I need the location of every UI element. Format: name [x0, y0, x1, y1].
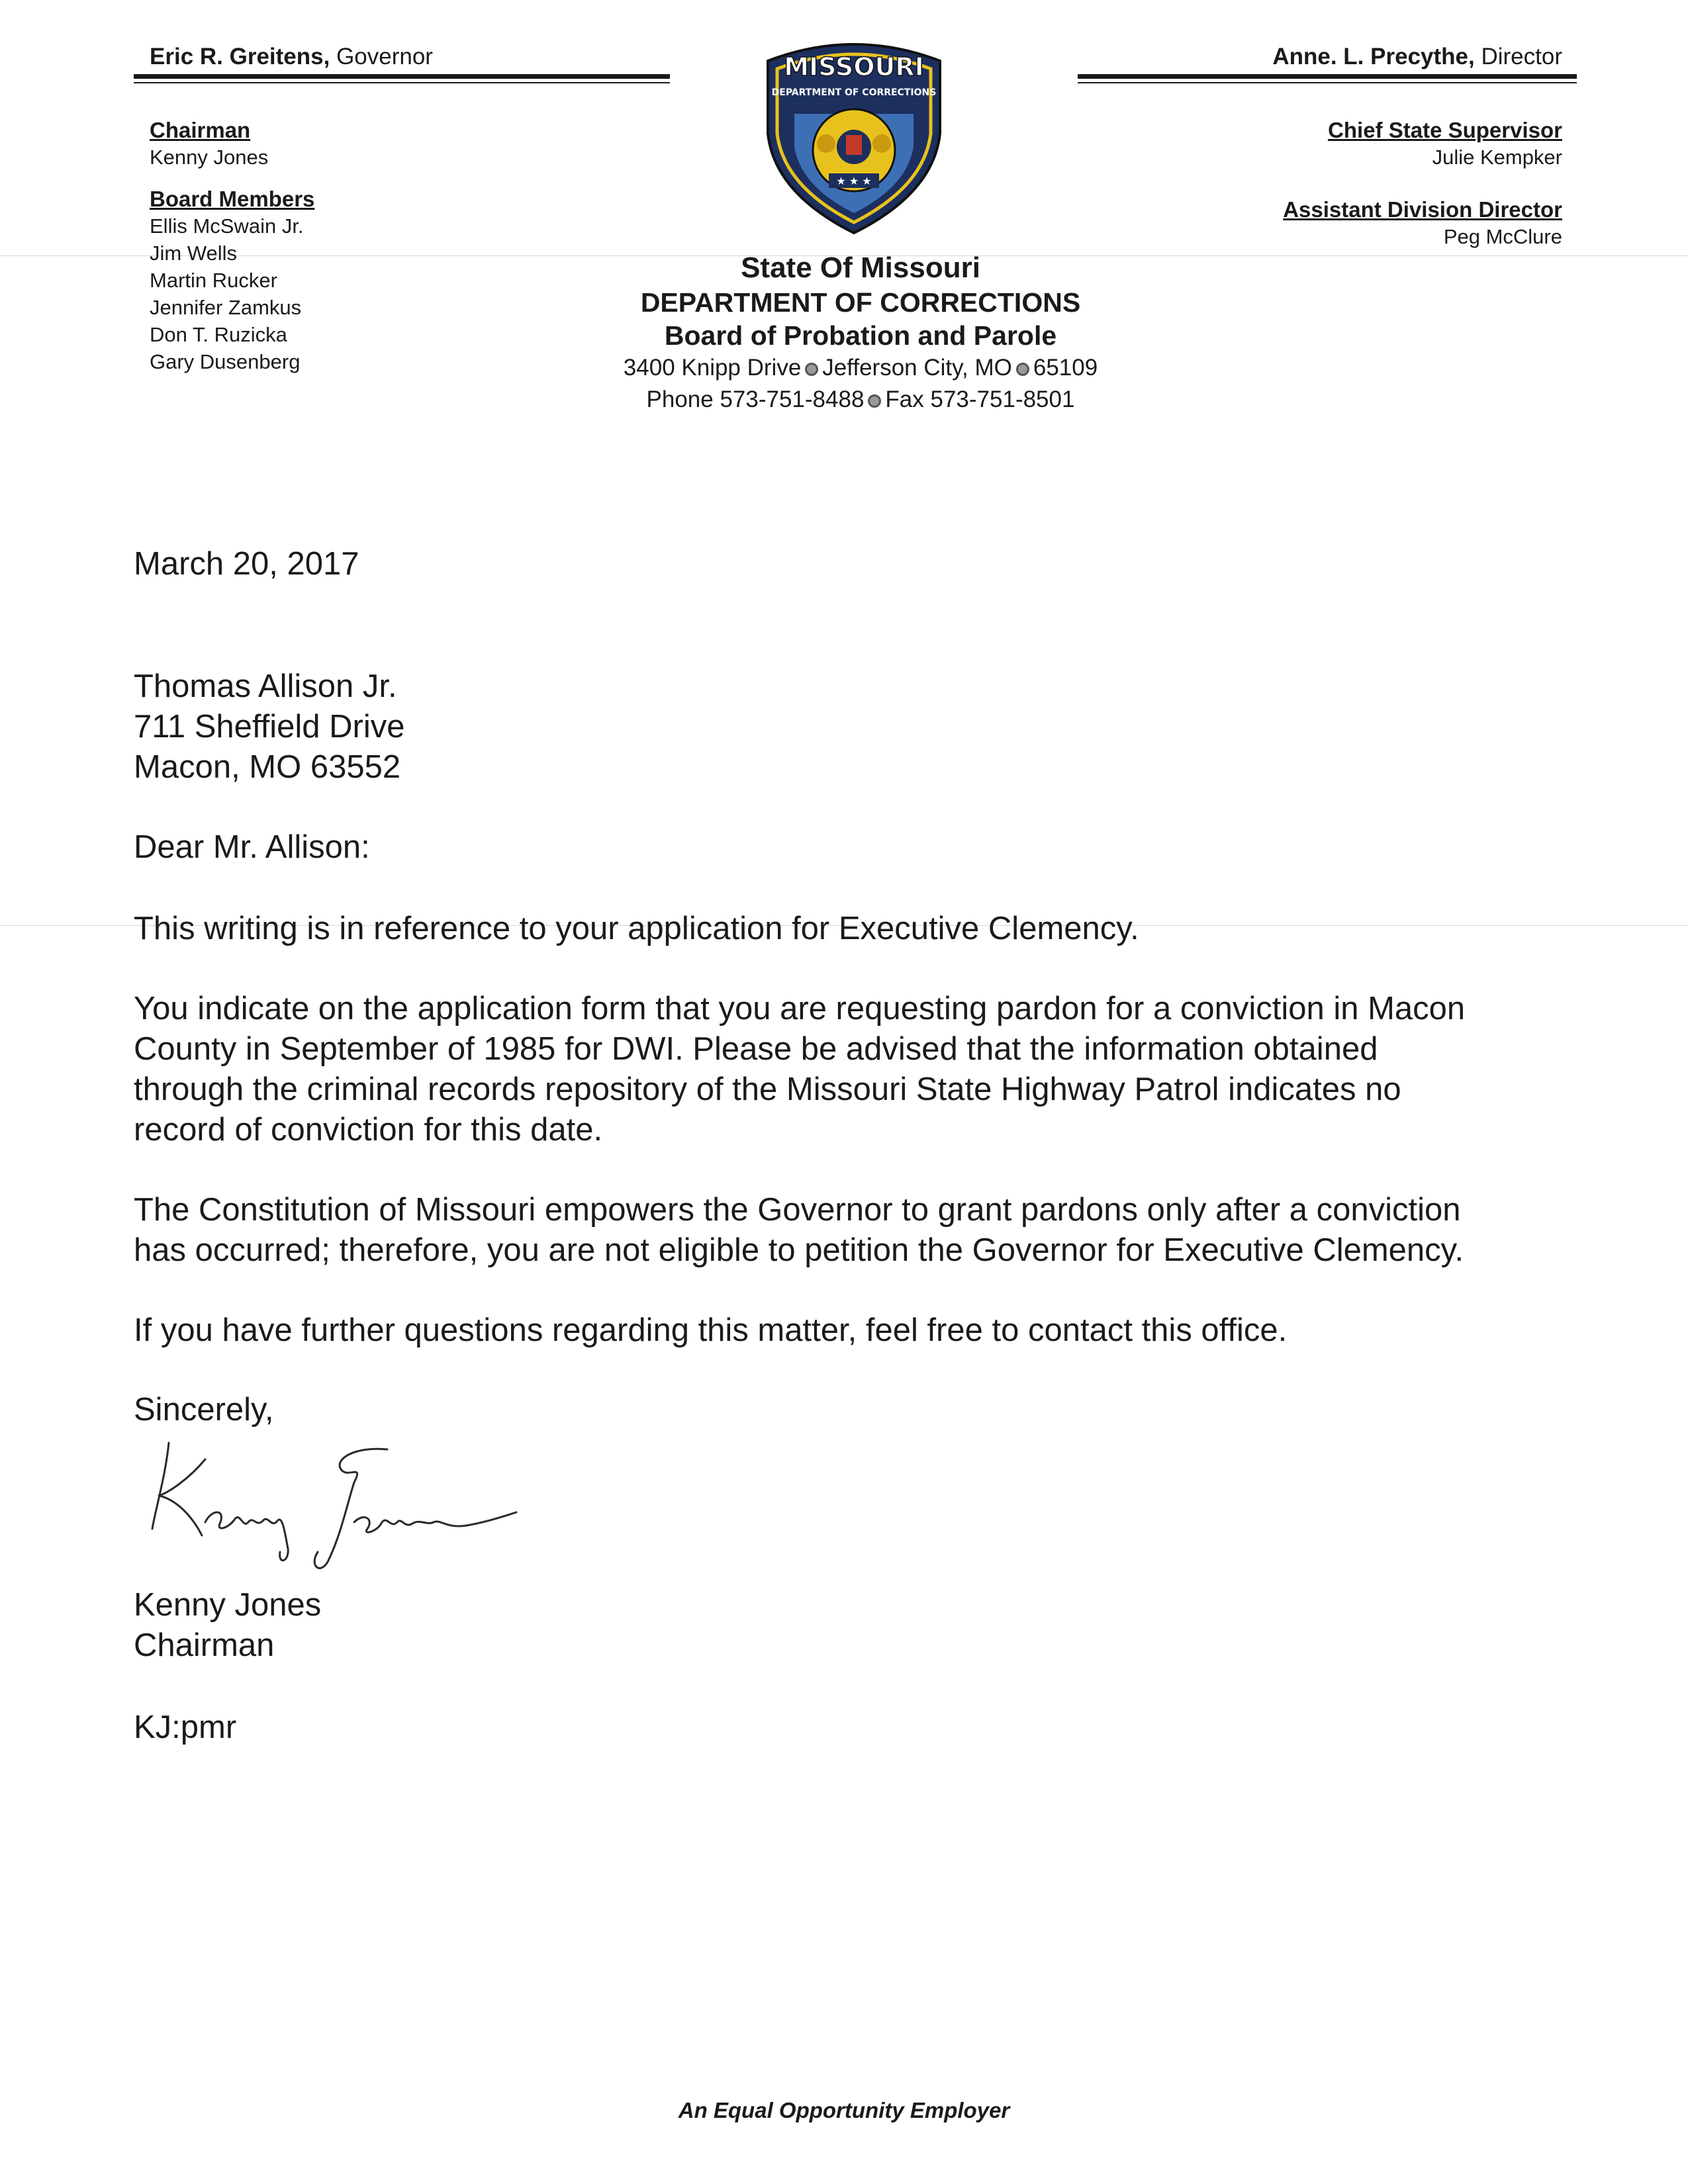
letterhead-department: DEPARTMENT OF CORRECTIONS: [640, 287, 1081, 318]
recipient-street: 711 Sheffield Drive: [134, 709, 405, 745]
chief-supervisor-name: Julie Kempker: [1432, 146, 1562, 169]
chairman-heading: Chairman: [150, 118, 251, 142]
board-member: Jennifer Zamkus: [150, 296, 302, 319]
paragraph-4: If you have further questions regarding this matter, feel free to contact this office.: [134, 1312, 1288, 1348]
signer-block: [134, 1585, 321, 1666]
bullet-icon: [805, 363, 818, 376]
address-zip: 65109: [1033, 355, 1098, 381]
recipient-address: [134, 666, 405, 788]
letterhead-state: State Of Missouri: [741, 251, 980, 284]
board-member: Ellis McSwain Jr.: [150, 214, 304, 238]
letterhead-address: [546, 352, 1175, 384]
board-member: Gary Dusenberg: [150, 350, 301, 373]
chief-supervisor-heading: Chief State Supervisor: [1328, 118, 1562, 142]
paragraph-2: [134, 989, 1465, 1150]
paragraph-line: record of conviction for this date.: [134, 1112, 603, 1148]
signature: [136, 1430, 533, 1575]
letterhead-board: Board of Probation and Parole: [664, 320, 1057, 351]
letterhead-contact: [546, 384, 1175, 416]
letter-date: March 20, 2017: [134, 546, 359, 582]
address-city: Jefferson City, MO: [822, 355, 1012, 381]
board-member: Jim Wells: [150, 242, 238, 265]
doc-seal: [755, 34, 953, 240]
phone-number: Phone 573-751-8488: [646, 387, 865, 412]
footer-text: An Equal Opportunity Employer: [678, 2098, 1010, 2122]
recipient-city: Macon, MO 63552: [134, 749, 401, 785]
svg-text:★ ★ ★: ★ ★ ★: [836, 175, 872, 187]
staff-column: [1165, 116, 1562, 250]
governor-line: [150, 44, 433, 70]
director-line: [1272, 44, 1562, 70]
bullet-icon: [868, 394, 881, 408]
board-member: Don T. Ruzicka: [150, 323, 287, 346]
seal-arc-text: DEPARTMENT OF CORRECTIONS: [771, 87, 937, 98]
paragraph-1: This writing is in reference to your application for Executive Clemency.: [134, 911, 1139, 946]
right-header-rule: [1078, 74, 1577, 79]
paragraph-line: The Constitution of Missouri empowers the Governor to grant pardons only after a conviction: [134, 1192, 1461, 1228]
paragraph-line: has occurred; therefore, you are not eligible to petition the Governor for Executive Clemency.: [134, 1232, 1464, 1268]
board-member: Martin Rucker: [150, 269, 277, 292]
signer-name: Kenny Jones: [134, 1587, 322, 1623]
address-street: 3400 Knipp Drive: [623, 355, 802, 381]
right-header-rule-thin: [1078, 82, 1577, 83]
reference-initials: KJ:pmr: [134, 1709, 237, 1745]
paragraph-line: through the criminal records repository of the Missouri State Highway Patrol indicates no: [134, 1071, 1401, 1107]
seal-title: MISSOURI: [784, 52, 924, 81]
governor-name: Eric R. Greitens,: [150, 44, 330, 69]
board-column: [150, 116, 481, 375]
paragraph-3: [134, 1190, 1464, 1271]
paragraph-line: You indicate on the application form that you are requesting pardon for a conviction in Macon: [134, 991, 1466, 1026]
director-name: Anne. L. Precythe,: [1272, 44, 1475, 69]
signer-title: Chairman: [134, 1627, 275, 1663]
letterhead: [546, 250, 1175, 416]
assistant-director-heading: Assistant Division Director: [1283, 197, 1562, 222]
governor-title: Governor: [336, 44, 433, 69]
chairman-name: Kenny Jones: [150, 146, 269, 169]
bullet-icon: [1016, 363, 1029, 376]
salutation: Dear Mr. Allison:: [134, 829, 370, 865]
assistant-director-name: Peg McClure: [1443, 225, 1562, 248]
left-header-rule: [134, 74, 670, 79]
recipient-name: Thomas Allison Jr.: [134, 668, 397, 704]
board-members-heading: Board Members: [150, 187, 315, 211]
fax-number: Fax 573-751-8501: [885, 387, 1075, 412]
paragraph-line: County in September of 1985 for DWI. Please be advised that the information obtained: [134, 1031, 1378, 1067]
director-title: Director: [1481, 44, 1562, 69]
closing: Sincerely,: [134, 1392, 274, 1428]
left-header-rule-thin: [134, 82, 670, 83]
